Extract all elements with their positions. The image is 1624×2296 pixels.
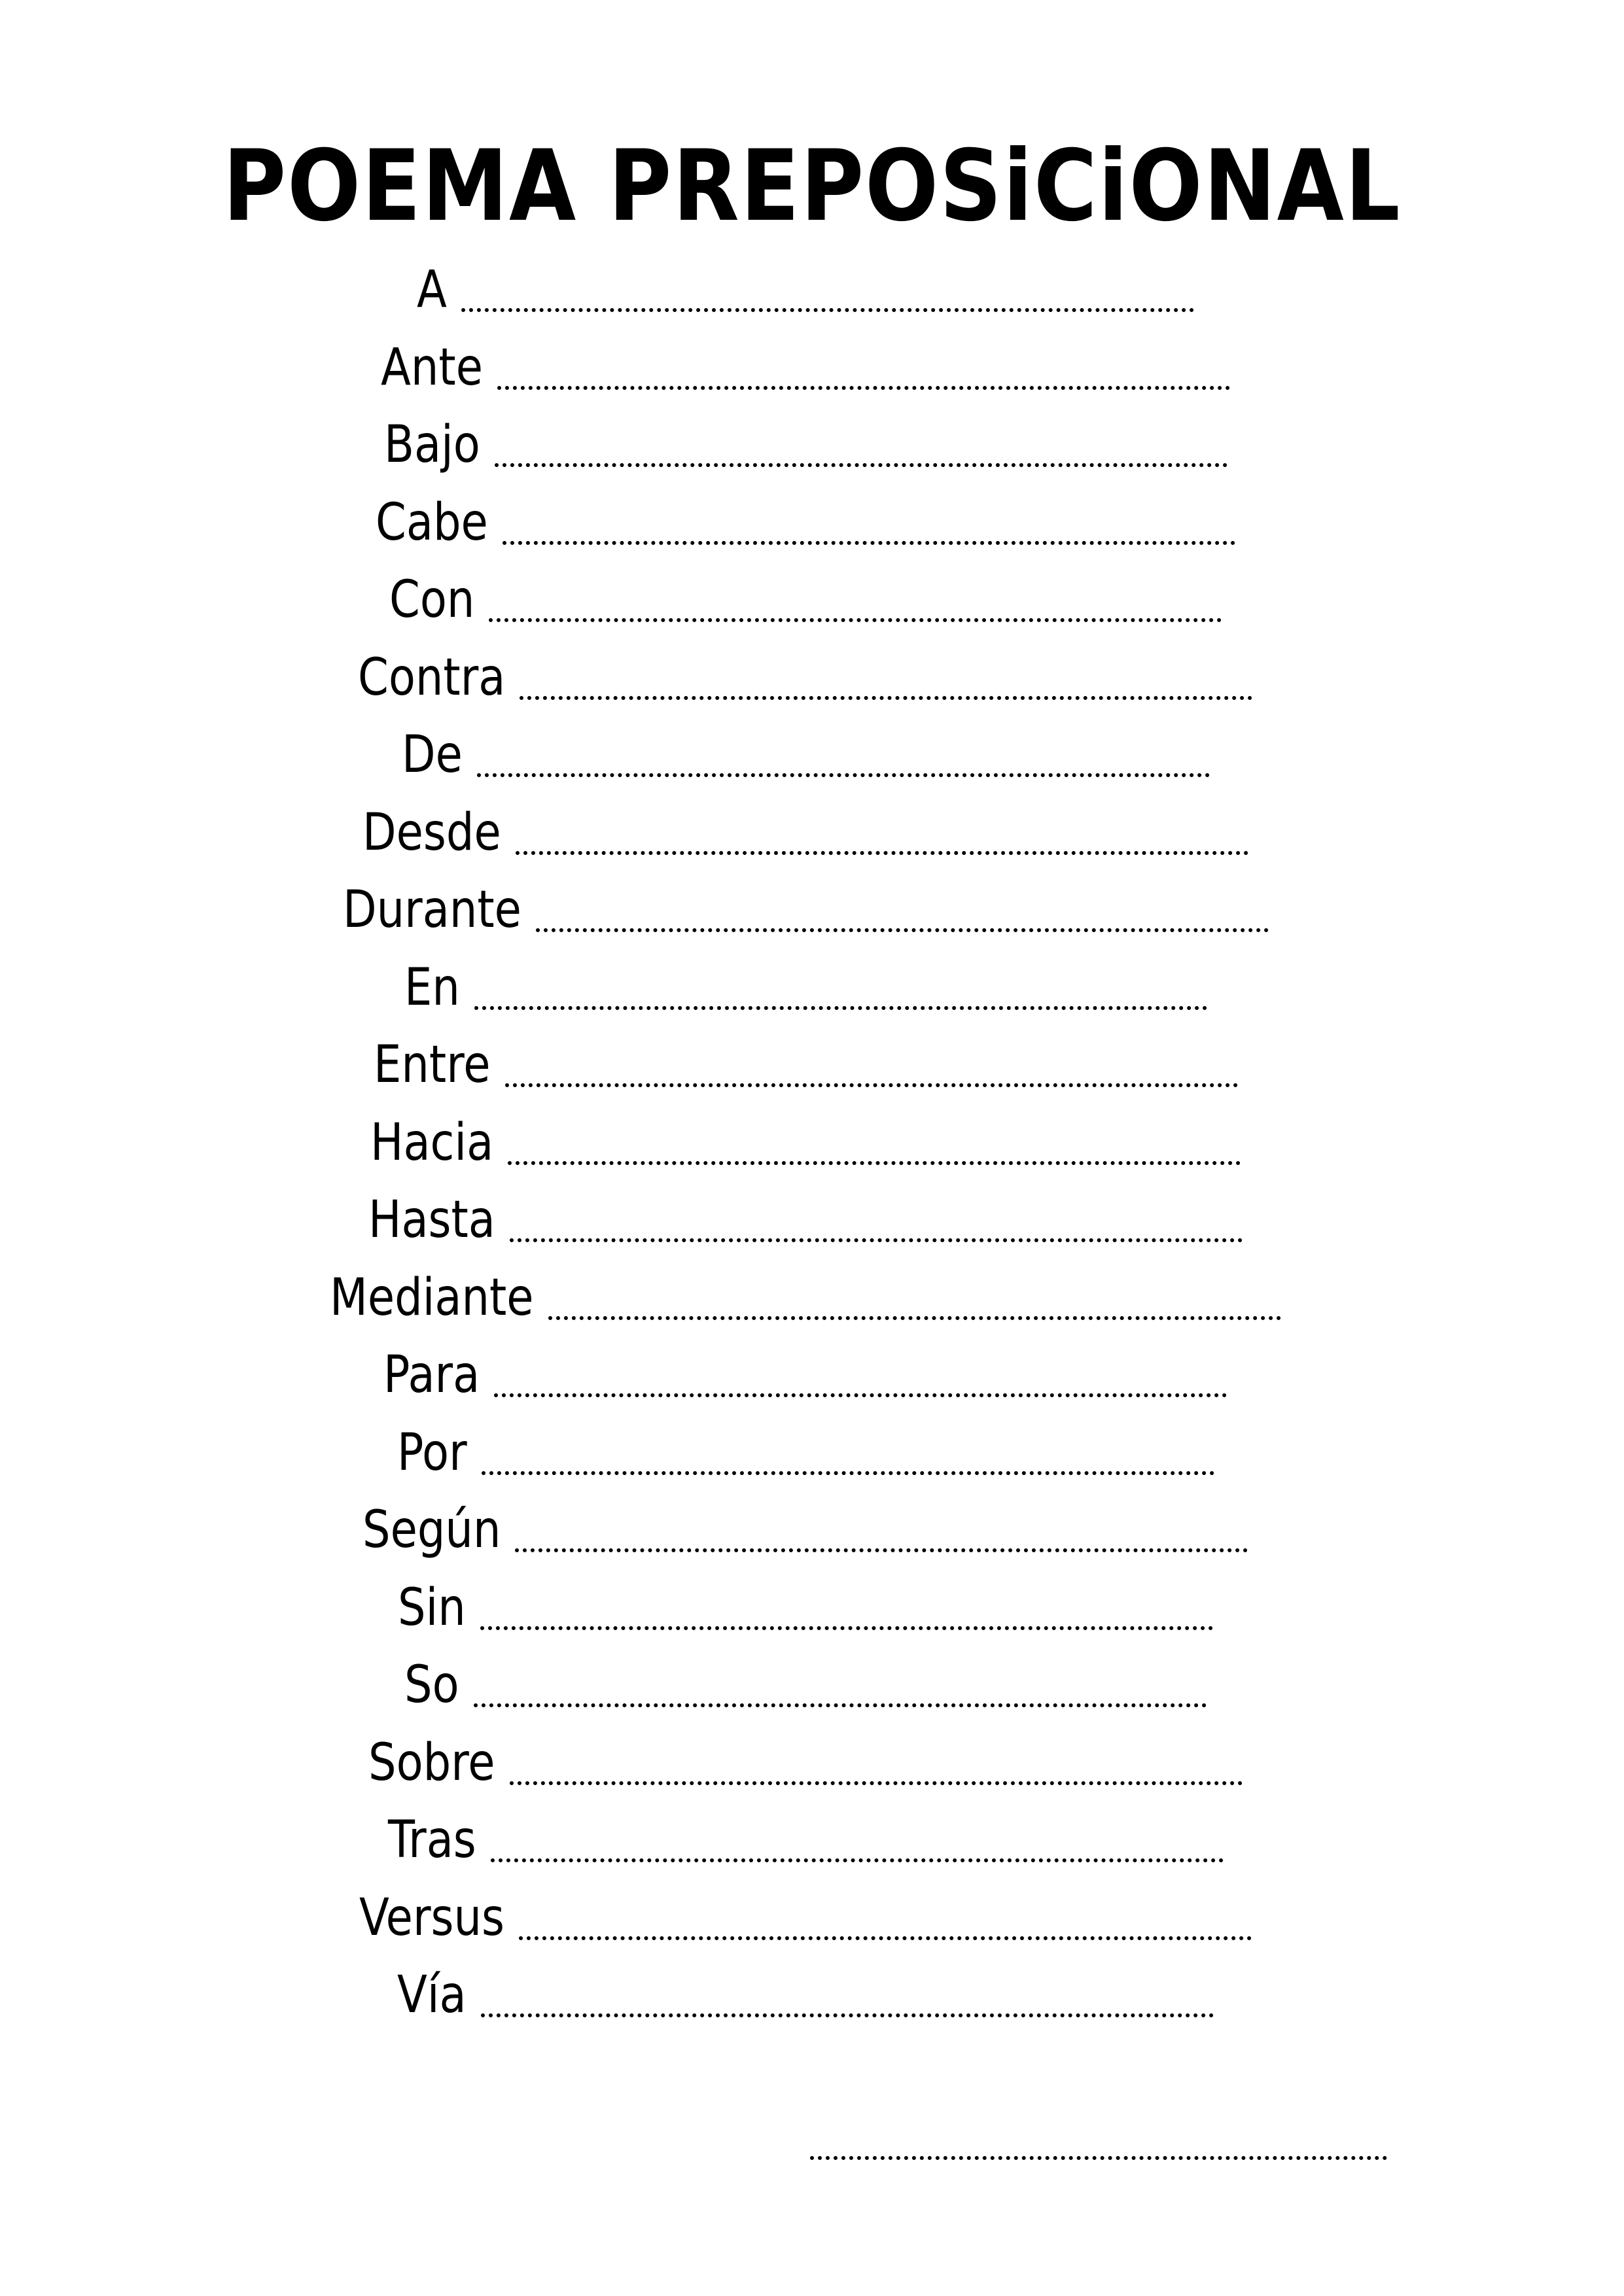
preposition-label: Hacia bbox=[370, 1113, 494, 1172]
poem-line bbox=[0, 413, 1624, 491]
answer-line[interactable] bbox=[495, 463, 1227, 467]
preposition-label: Sin bbox=[398, 1578, 466, 1637]
answer-line[interactable] bbox=[548, 1316, 1281, 1320]
answer-line[interactable] bbox=[508, 1161, 1241, 1165]
answer-line[interactable] bbox=[491, 1858, 1224, 1862]
answer-line[interactable] bbox=[474, 1006, 1207, 1010]
answer-line[interactable] bbox=[474, 1703, 1207, 1707]
answer-line[interactable] bbox=[481, 2013, 1214, 2017]
preposition-label: Bajo bbox=[384, 415, 480, 474]
poem-line bbox=[0, 1887, 1624, 1964]
signature-line[interactable] bbox=[810, 2156, 1387, 2160]
preposition-label: Entre bbox=[374, 1035, 491, 1094]
answer-line[interactable] bbox=[505, 1083, 1238, 1087]
preposition-label: Durante bbox=[343, 880, 521, 939]
poem-line bbox=[0, 1576, 1624, 1654]
preposition-label: Ante bbox=[381, 338, 483, 397]
preposition-label: Con bbox=[389, 570, 475, 629]
answer-line[interactable] bbox=[520, 696, 1252, 700]
preposition-label: En bbox=[404, 958, 460, 1017]
preposition-label: Contra bbox=[358, 648, 506, 707]
preposition-label: Hasta bbox=[368, 1191, 495, 1249]
poem-line bbox=[0, 1654, 1624, 1731]
answer-line[interactable] bbox=[480, 1626, 1213, 1630]
poem-line bbox=[0, 568, 1624, 646]
answer-line[interactable] bbox=[482, 1471, 1214, 1475]
answer-line[interactable] bbox=[477, 773, 1210, 777]
poem-line bbox=[0, 1499, 1624, 1576]
poem-line bbox=[0, 801, 1624, 878]
answer-line[interactable] bbox=[497, 386, 1230, 390]
preposition-label: Cabe bbox=[376, 493, 488, 552]
poem-line bbox=[0, 258, 1624, 336]
poem-line bbox=[0, 646, 1624, 723]
answer-line[interactable] bbox=[461, 308, 1194, 312]
poem-line bbox=[0, 1266, 1624, 1344]
answer-line[interactable] bbox=[510, 1781, 1243, 1785]
poem-line bbox=[0, 1964, 1624, 2041]
preposition-label: Para bbox=[383, 1346, 480, 1404]
page-title: POEMA PREPOSiCiONAL bbox=[222, 130, 1402, 243]
poem-line bbox=[0, 1731, 1624, 1809]
answer-line[interactable] bbox=[536, 928, 1269, 932]
poem-line bbox=[0, 1421, 1624, 1499]
poem-line bbox=[0, 878, 1624, 956]
preposition-label: Sobre bbox=[368, 1733, 495, 1792]
answer-line[interactable] bbox=[516, 851, 1248, 855]
preposition-label: De bbox=[402, 725, 463, 784]
preposition-label: Según bbox=[362, 1501, 501, 1559]
answer-line[interactable] bbox=[503, 541, 1235, 545]
poem-line bbox=[0, 336, 1624, 413]
poem-line bbox=[0, 1034, 1624, 1111]
poem-line bbox=[0, 723, 1624, 801]
preposition-label: Vía bbox=[397, 1966, 467, 2025]
preposition-label: A bbox=[417, 260, 447, 319]
answer-line[interactable] bbox=[489, 618, 1222, 622]
poem-line bbox=[0, 956, 1624, 1034]
poem-line bbox=[0, 1189, 1624, 1266]
preposition-label: Versus bbox=[359, 1888, 504, 1947]
poem-line bbox=[0, 1809, 1624, 1886]
preposition-label: Tras bbox=[388, 1811, 476, 1870]
preposition-label: Por bbox=[397, 1423, 467, 1482]
poem-line bbox=[0, 1344, 1624, 1421]
preposition-label: Desde bbox=[362, 803, 501, 862]
answer-line[interactable] bbox=[519, 1936, 1252, 1940]
answer-line[interactable] bbox=[515, 1548, 1248, 1552]
answer-line[interactable] bbox=[494, 1393, 1227, 1397]
answer-line[interactable] bbox=[510, 1238, 1243, 1242]
poem-line bbox=[0, 491, 1624, 568]
preposition-label: Mediante bbox=[330, 1268, 534, 1327]
poem-line bbox=[0, 1111, 1624, 1189]
preposition-label: So bbox=[404, 1656, 459, 1714]
